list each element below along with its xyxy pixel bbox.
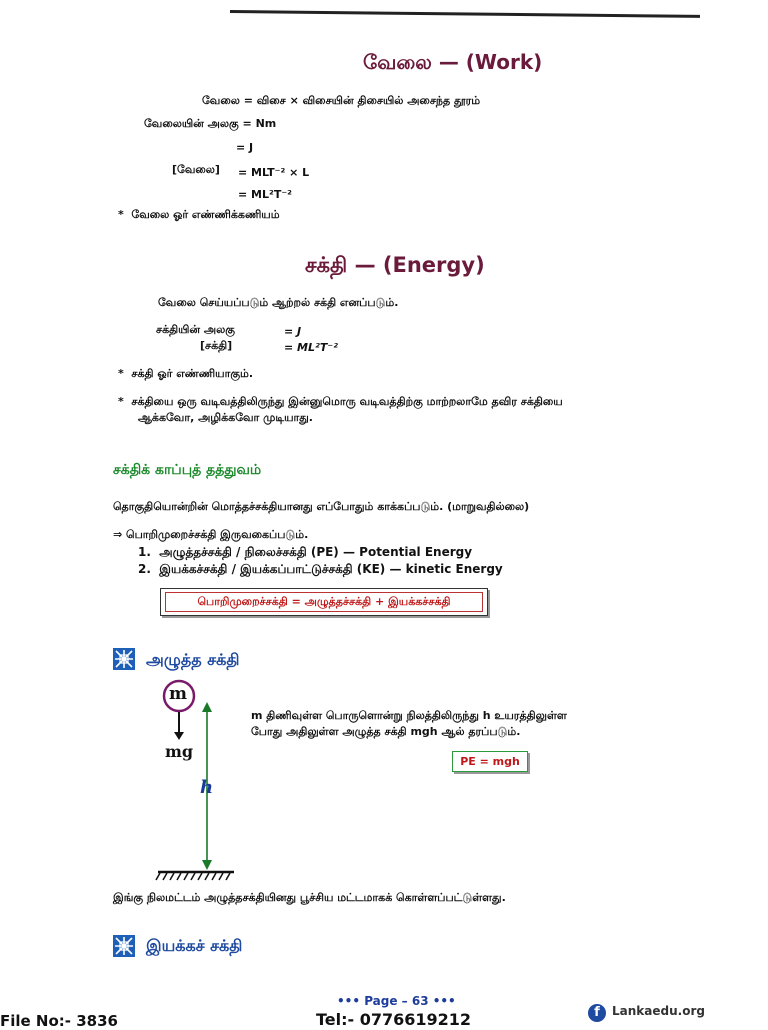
- weight-arrow-head: [174, 732, 184, 740]
- work-unit: வேலையின் அலகு = Nm: [144, 117, 277, 130]
- list-number: 1.: [138, 545, 151, 559]
- work-definition: வேலை = விசை × விசையின் திசையில் அசைந்த தூரம்: [202, 94, 481, 107]
- energy-note-2: [118, 395, 563, 410]
- work-note-text: வேலை ஓர் எண்ணிக்கணியம்: [131, 208, 280, 221]
- energy-heading: சக்தி — (Energy): [305, 253, 485, 277]
- energy-note-2-line1: சக்தியை ஒரு வடிவத்திலிருந்து இன்னுமொரு வடிவத்திற்கு மாற்றலாமே தவிர சக்தியை: [131, 395, 563, 408]
- height-arrow-down: [202, 860, 212, 870]
- bullet-star: *: [118, 367, 132, 380]
- mass-label: m: [169, 684, 187, 704]
- list-item-text: இயக்கச்சக்தி / இயக்கப்பாட்டுச்சக்தி (KE) — kinetic Energy: [159, 562, 503, 576]
- work-heading: வேலை — (Work): [363, 50, 543, 74]
- mechanical-energy-formula: பொறிமுறைச்சக்தி = அழுத்தச்சக்தி + இயக்கச்சக்தி: [165, 592, 483, 612]
- work-dimension-1: = MLT⁻² × L: [238, 166, 310, 179]
- facebook-icon: f: [588, 1004, 606, 1022]
- energy-note-2-line2: ஆக்கவோ, அழிக்கவோ முடியாது.: [138, 411, 313, 424]
- energy-dimension-label: [சக்தி]: [200, 339, 233, 352]
- energy-dimension-value: = ML²T⁻²: [284, 341, 338, 354]
- potential-energy-diagram: [150, 676, 240, 886]
- mechanical-energy-formula-box: [160, 588, 488, 616]
- telephone: Tel:- 0776619212: [316, 1010, 472, 1029]
- page-number: ••• Page – 63 •••: [337, 994, 456, 1008]
- kinetic-energy-heading: இயக்கச் சக்தி: [146, 936, 243, 955]
- file-number: File No:- 3836: [0, 1012, 118, 1030]
- conservation-arrow-line: [113, 528, 308, 543]
- section-ornament-icon: [113, 648, 135, 670]
- energy-type-2: [138, 562, 503, 578]
- conservation-arrow-text: பொறிமுறைச்சக்தி இருவகைப்படும்.: [126, 528, 309, 541]
- list-number: 2.: [138, 562, 151, 576]
- work-dimension-2: = ML²T⁻²: [238, 188, 292, 201]
- site-name[interactable]: Lankaedu.org: [612, 1004, 705, 1018]
- conservation-heading: சக்திக் காப்புத் தத்துவம்: [113, 462, 262, 478]
- list-item-text: அழுத்தச்சக்தி / நிலைச்சக்தி (PE) — Potential Energy: [159, 545, 473, 559]
- work-note: [118, 208, 280, 223]
- work-dimension-label: [வேலை]: [172, 163, 220, 176]
- section-ornament-icon-2: [113, 935, 135, 957]
- height-label: h: [200, 777, 214, 798]
- top-rule: [230, 10, 700, 18]
- potential-energy-heading: அழுத்த சக்தி: [146, 650, 240, 669]
- height-arrow-up: [202, 702, 212, 712]
- pe-formula-box: PE = mgh: [452, 751, 528, 772]
- bullet-star: *: [118, 395, 132, 408]
- bullet-star: *: [118, 208, 132, 221]
- arrow-icon: ⇒: [113, 528, 127, 541]
- potential-desc-line2: போது அதிலுள்ள அழுத்த சக்தி mgh ஆல் தரப்படும்.: [251, 725, 521, 738]
- conservation-statement: தொகுதியொன்றின் மொத்தச்சக்தியானது எப்போதும் காக்கப்படும். (மாறுவதில்லை): [113, 500, 530, 513]
- energy-note-1: [118, 367, 253, 382]
- potential-desc-line1: m திணிவுள்ள பொருளொன்று நிலத்திலிருந்து h உயரத்திலுள்ள: [251, 709, 567, 722]
- energy-unit-label: சக்தியின் அலகு: [156, 323, 235, 336]
- energy-definition: வேலை செய்யப்படும் ஆற்றல் சக்தி எனப்படும்.: [158, 296, 399, 309]
- ground-reference-note: இங்கு நிலமட்டம் அழுத்தசக்தியினது பூச்சிய மட்டமாகக் கொள்ளப்பட்டுள்ளது.: [113, 891, 506, 904]
- ground-hatching: [156, 873, 230, 880]
- weight-label: mg: [165, 742, 194, 761]
- energy-type-1: [138, 545, 472, 561]
- work-unit-joule: = J: [236, 141, 254, 154]
- energy-unit-value: = J: [284, 325, 302, 338]
- energy-note-1-text: சக்தி ஓர் எண்ணியாகும்.: [131, 367, 254, 380]
